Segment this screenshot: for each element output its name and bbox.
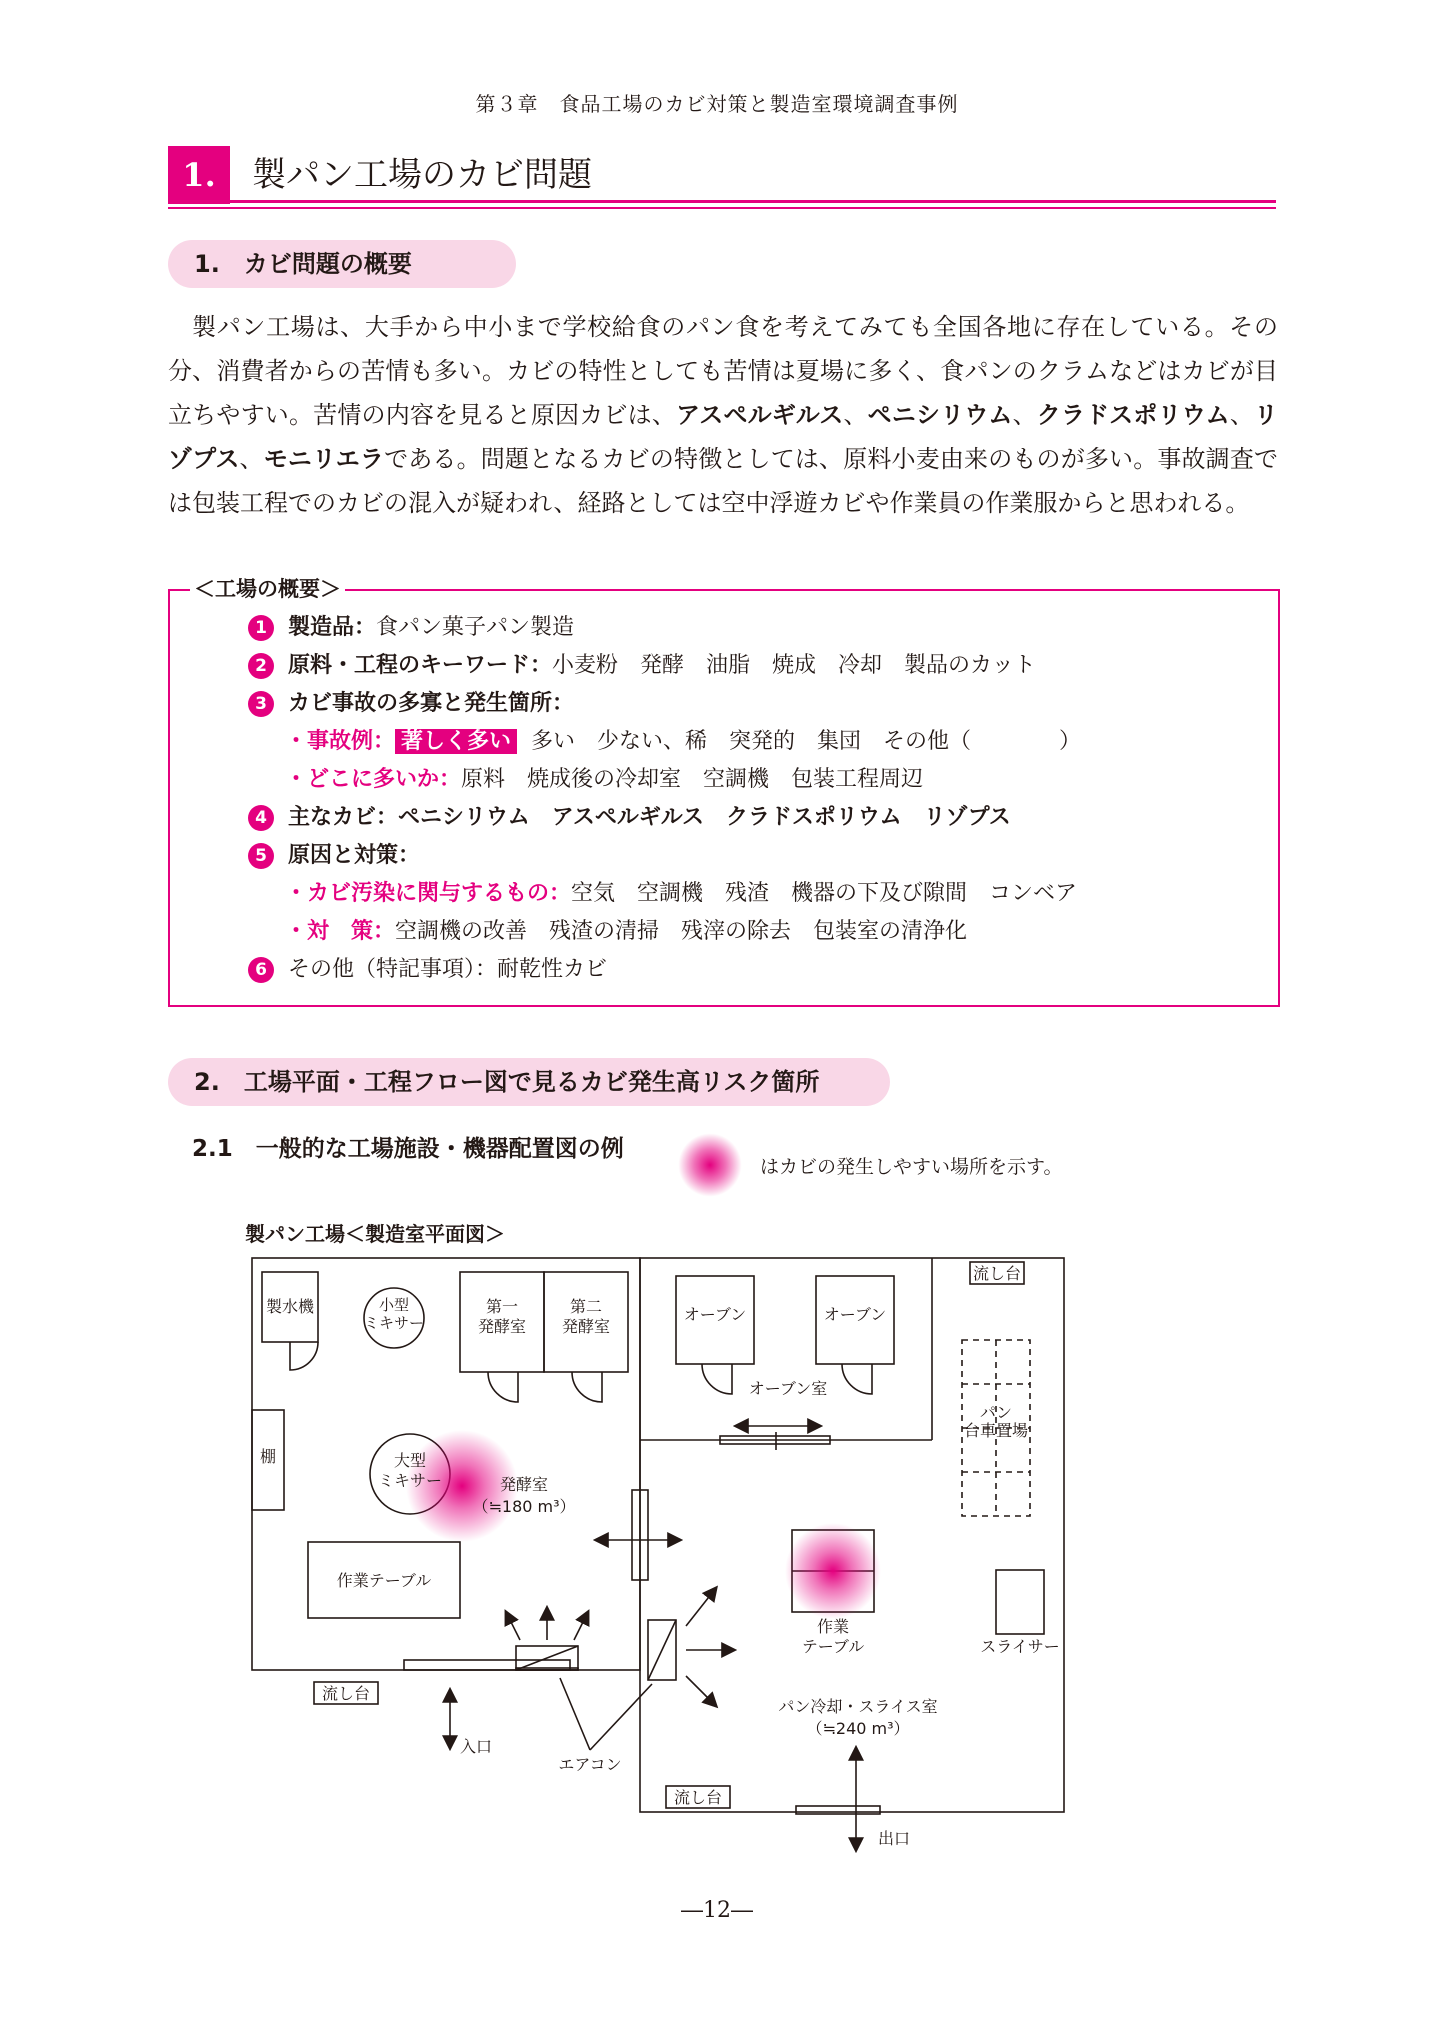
door-swing	[488, 1372, 518, 1402]
subsection-heading-2: 2. 工場平面・工程フロー図で見るカビ発生高リスク箇所	[168, 1058, 890, 1106]
fungus-penicillium: ペニシリウム	[867, 401, 1013, 429]
label-large-mixer-1: 大型	[393, 1451, 427, 1470]
mold-hotspot-work-table	[785, 1523, 881, 1619]
overview-item-6: 6 その他（特記事項）：耐乾性カビ	[248, 955, 607, 985]
door-swing	[702, 1364, 732, 1394]
label-entrance: 入口	[459, 1737, 493, 1756]
overview-item-5: 5 原因と対策：	[248, 841, 420, 871]
label-sink-top: 流し台	[972, 1264, 1022, 1283]
label-small-mixer-1: 小型	[378, 1296, 410, 1314]
label-work-table-1: 作業テーブル	[336, 1571, 432, 1590]
body-paragraph: 製パン工場は、大手から中小まで学校給食のパン食を考えてみても全国各地に存在している。その分、消費者からの苦情も多い。カビの特性としても苦情は夏場に多く、食パンのクラムなどはカビが目立ちやすい。苦情の内容を見ると原因カビは、アスペルギルス、ペニシリウム、クラドスポリウム、リゾプス、モニリエラである。問題となるカビの特徴としては、原料小麦由来のものが多い。事故調査では包装工程でのカビの混入が疑われ、経路としては空中浮遊カビや作業員の作業服からと思われる。	[168, 313, 1279, 517]
label-shelf: 棚	[259, 1447, 277, 1466]
label-first-proof-1: 第一	[485, 1297, 519, 1316]
label-proof-room: 発酵室	[499, 1475, 549, 1494]
label-oven-room: オーブン室	[748, 1379, 828, 1398]
page-number: ―12―	[681, 1898, 753, 1923]
overview-item-3b: ・どこに多いか：原料 焼成後の冷却室 空調機 包装工程周辺	[285, 767, 924, 792]
label-exit: 出口	[877, 1829, 911, 1848]
label-cart-1: パン	[979, 1403, 1013, 1422]
fungus-moniliella: モニリエラ	[263, 445, 385, 473]
label-ice-machine: 製水機	[265, 1297, 315, 1316]
label-oven-2: オーブン	[823, 1305, 887, 1324]
overview-item-3: 3 カビ事故の多寡と発生箇所：	[248, 689, 574, 719]
label-large-mixer-2: ミキサー	[377, 1471, 443, 1490]
overview-item-1: 1 製造品：食パン菓子パン製造	[248, 613, 574, 643]
overview-item-5b: ・対 策：空調機の改善 残渣の清掃 残滓の除去 包装室の清浄化	[285, 919, 968, 944]
slicer	[996, 1570, 1044, 1634]
label-second-proof-2: 発酵室	[561, 1317, 611, 1336]
section-number: 1.	[168, 146, 230, 204]
door-swing	[290, 1342, 318, 1370]
highlight-badge: 著しく多い	[395, 729, 517, 754]
label-slicer: スライサー	[980, 1637, 1060, 1656]
overview-item-3a: ・事故例： 著しく多い 多い 少ない、稀 突発的 集団 その他（ ）	[285, 729, 1082, 754]
exit-door	[796, 1806, 880, 1814]
label-work-table-2a: 作業	[816, 1617, 850, 1636]
label-cooling-room-size: （≒240 m³）	[806, 1719, 910, 1738]
fungus-aspergillus: アスペルギルス	[676, 401, 844, 429]
label-sink-2: 流し台	[673, 1788, 723, 1807]
floorplan-title: 製パン工場＜製造室平面図＞	[245, 1222, 505, 1246]
fungus-rhizopus: リゾプス	[168, 401, 1279, 473]
overview-box-title: ＜工場の概要＞	[190, 573, 345, 603]
door-swing	[572, 1372, 602, 1402]
label-oven-1: オーブン	[683, 1305, 747, 1324]
overview-item-5a: ・カビ汚染に関与するもの：空気 空調機 残渣 機器の下及び隙間 コンベア	[285, 881, 1078, 906]
overview-item-4: 4 主なカビ：ペニシリウム アスペルギルス クラドスポリウム リゾプス	[248, 803, 1011, 833]
section-title: 製パン工場のカビ問題	[252, 155, 592, 195]
label-small-mixer-2: ミキサー	[363, 1314, 425, 1332]
label-first-proof-2: 発酵室	[477, 1317, 527, 1336]
label-second-proof-1: 第二	[569, 1297, 603, 1316]
fungus-cladosporium: クラドスポリウム	[1036, 401, 1230, 429]
label-proof-room-size: （≒180 m³）	[472, 1497, 576, 1516]
legend-text: はカビの発生しやすい場所を示す。	[760, 1156, 1063, 1178]
label-work-table-2b: テーブル	[801, 1637, 865, 1656]
overview-item-2: 2 原料・工程のキーワード：小麦粉 発酵 油脂 焼成 冷却 製品のカット	[248, 651, 1036, 681]
label-sink-1: 流し台	[321, 1684, 371, 1703]
door-swing	[842, 1364, 872, 1394]
label-aircon: エアコン	[558, 1755, 622, 1774]
label-cart-2: 台車置場	[963, 1421, 1029, 1440]
label-cooling-room: パン冷却・スライス室	[778, 1697, 938, 1716]
subsection-heading-1: 1. カビ問題の概要	[168, 240, 516, 288]
subsection-heading-2-1: 2.1 一般的な工場施設・機器配置図の例	[192, 1136, 624, 1162]
chapter-header: 第３章 食品工場のカビ対策と製造室環境調査事例	[475, 92, 959, 116]
